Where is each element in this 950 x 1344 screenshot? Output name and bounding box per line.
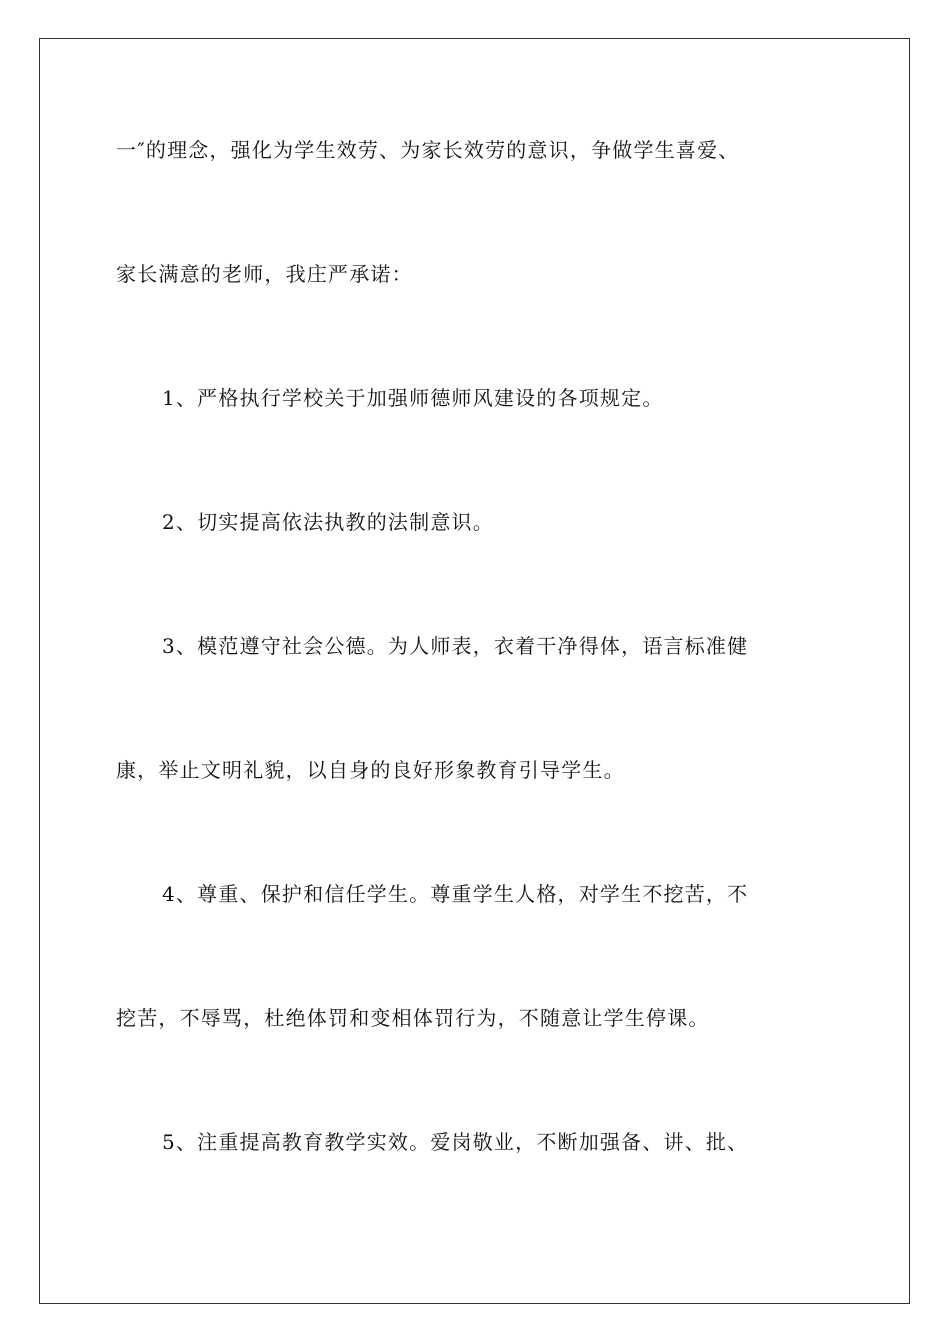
text-line-2: 家长满意的老师，我庄严承诺：: [116, 262, 413, 286]
list-item-3: 3、模范遵守社会公德。为人师表，衣着干净得体，语言标准健: [162, 634, 749, 658]
page-border: [39, 38, 910, 1304]
list-item-2: 2、切实提高依法执教的法制意识。: [162, 510, 494, 534]
list-item-1: 1、严格执行学校关于加强师德师风建设的各项规定。: [162, 386, 664, 410]
list-item-4: 4、尊重、保护和信任学生。尊重学生人格，对学生不挖苦，不: [162, 882, 749, 906]
list-item-4-continued: 挖苦，不辱骂，杜绝体罚和变相体罚行为，不随意让学生停课。: [116, 1006, 710, 1030]
text-line-1: 一″的理念，强化为学生效劳、为家长效劳的意识，争做学生喜爱、: [116, 138, 740, 162]
list-item-3-continued: 康，举止文明礼貌，以自身的良好形象教育引导学生。: [116, 758, 625, 782]
list-item-5: 5、注重提高教育教学实效。爱岗敬业，不断加强备、讲、批、: [162, 1130, 749, 1154]
